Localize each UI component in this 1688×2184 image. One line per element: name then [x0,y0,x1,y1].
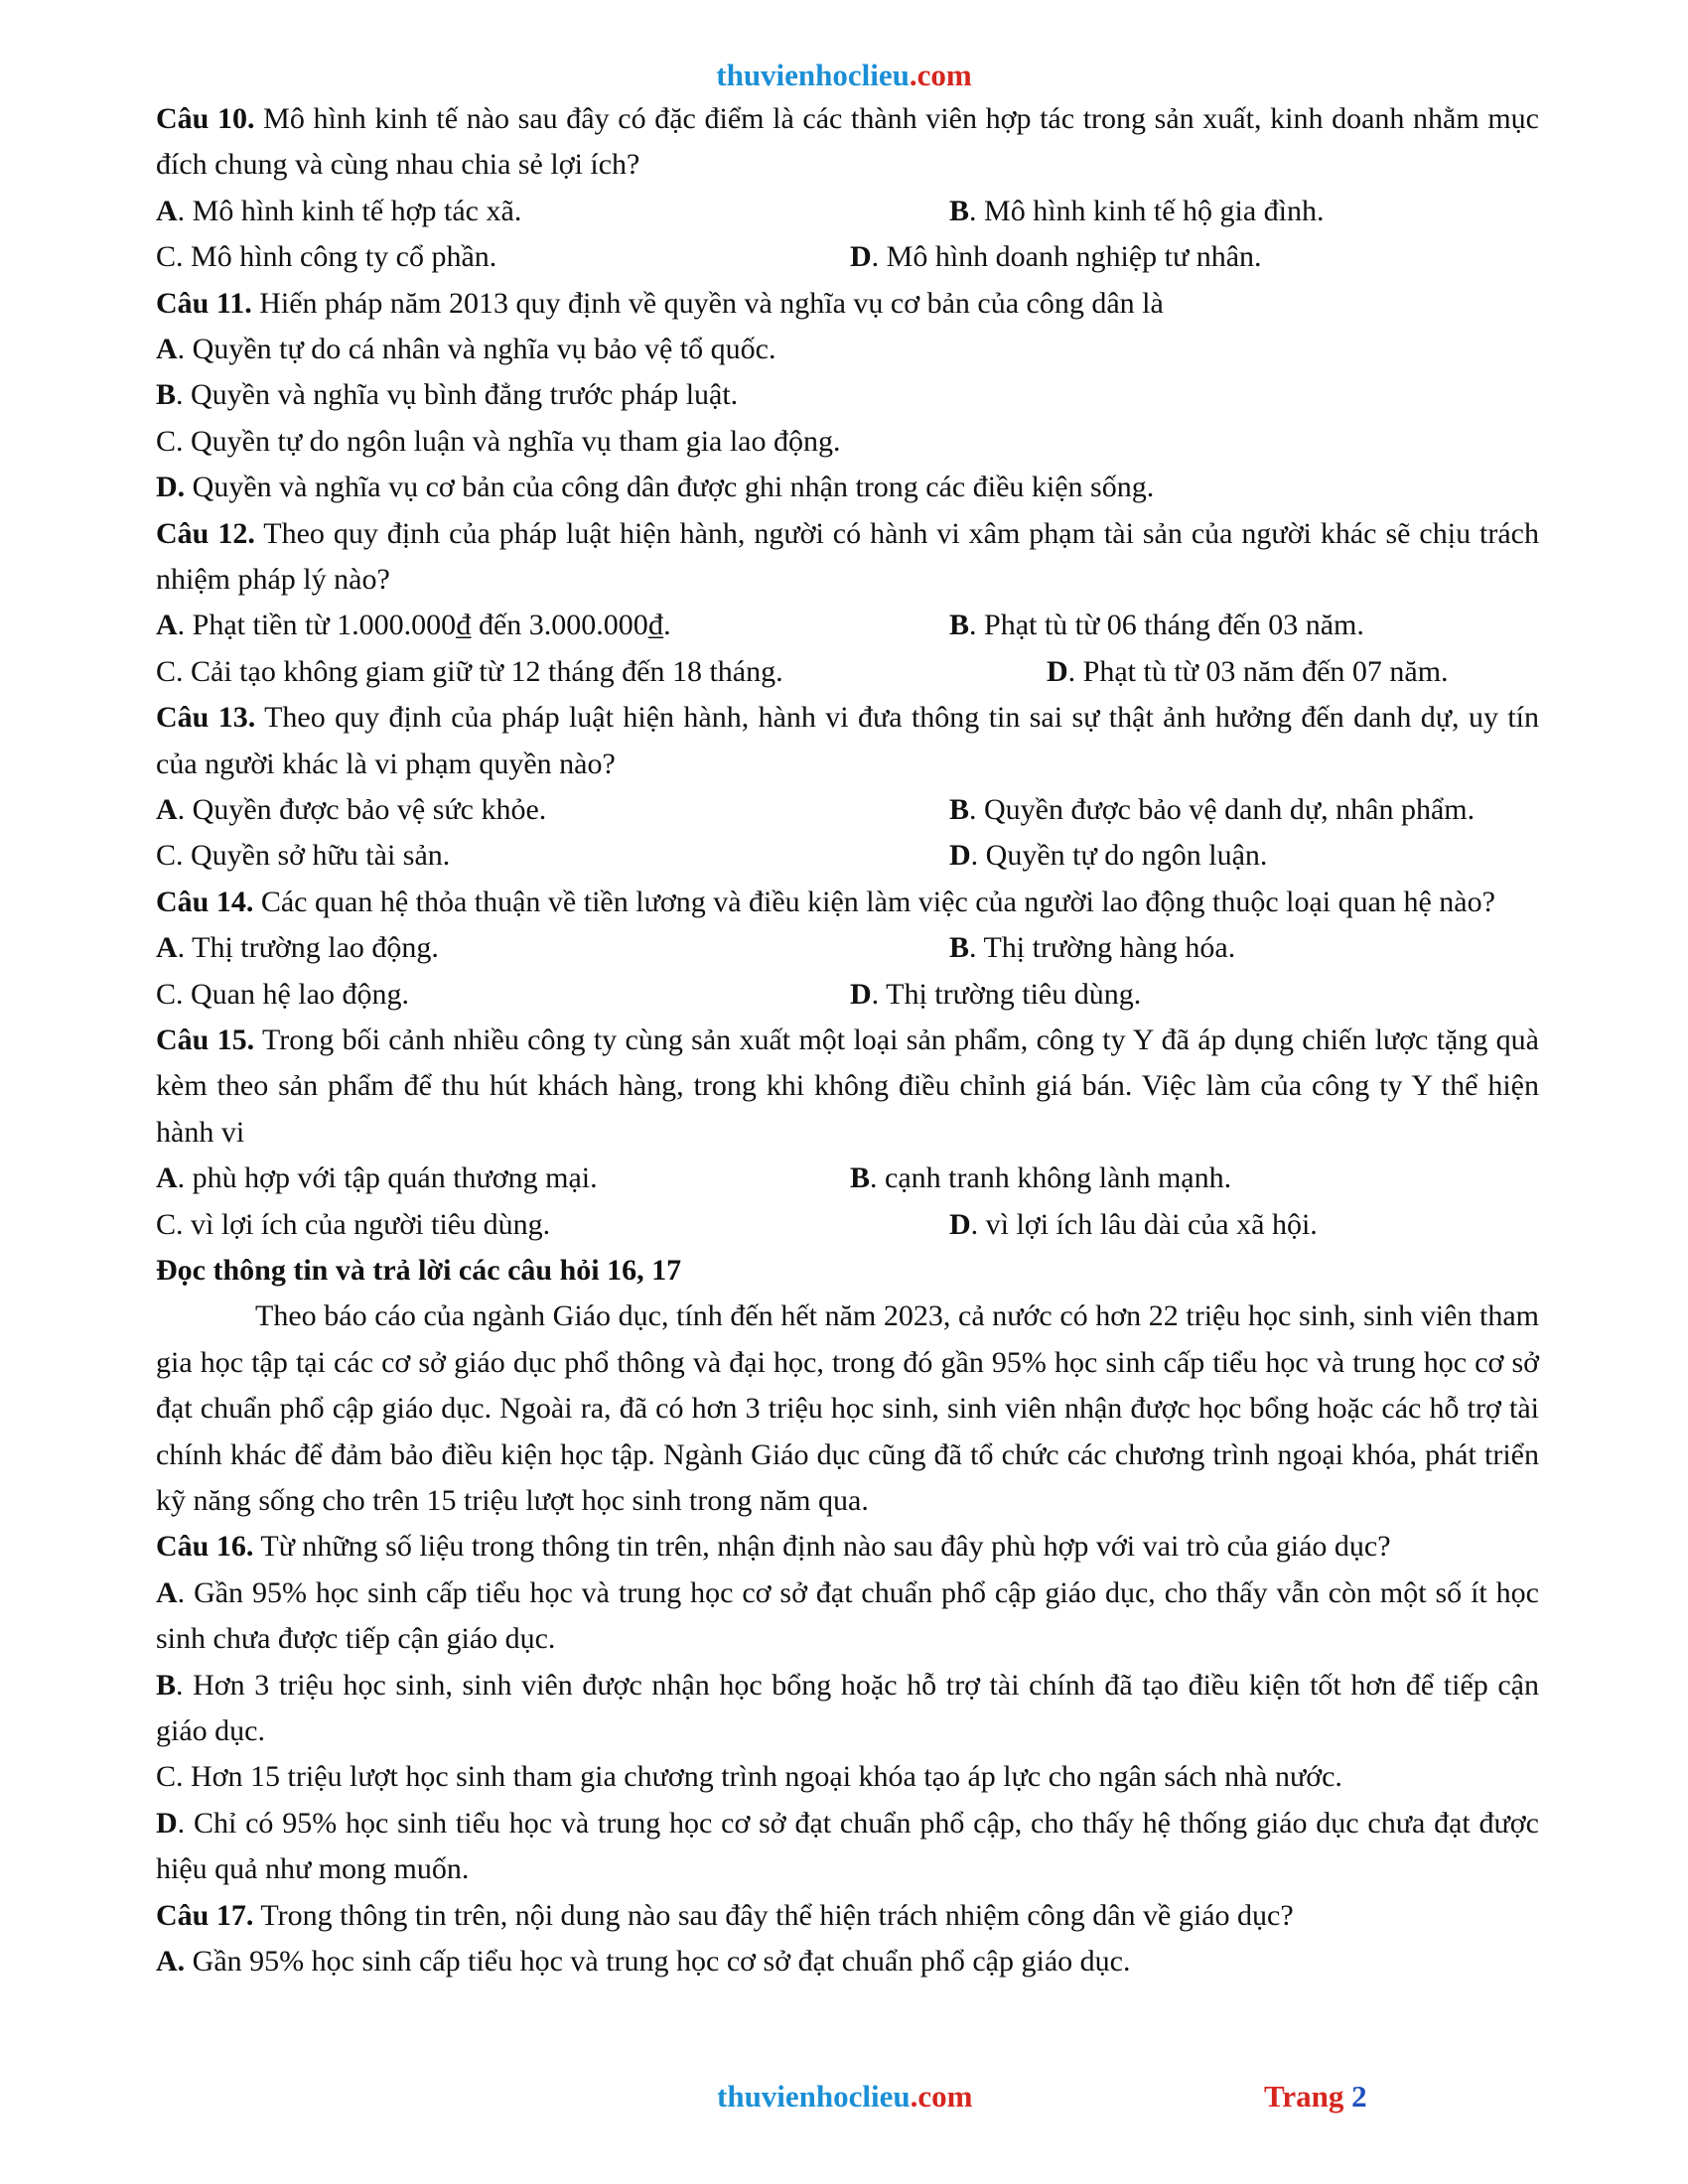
options-row [156,189,1539,234]
option-d [949,833,1267,879]
option-letter: B [949,793,970,827]
option-b [850,1156,1231,1201]
option-letter: A [156,333,178,365]
option-letter: B [850,1161,871,1195]
option-letter: C [156,654,177,688]
option-letter: D [156,1806,178,1840]
option-b [949,925,1235,971]
question-text: Các quan hệ thỏa thuận về tiền lương và điều kiện làm việc của người lao động thuộc loại quan hệ nào? [253,885,1495,918]
option-letter: B [949,194,970,227]
question-16 [156,1524,1539,1570]
reading-heading: Đọc thông tin và trả lời các câu hỏi 16, 17 [156,1254,682,1287]
option-letter: D [850,977,872,1011]
question-label: Câu 14. [156,885,254,918]
option-text: Quyền và nghĩa vụ cơ bản của công dân được ghi nhận trong các điều kiện sống. [185,471,1155,504]
page-number-value: 2 [1351,2079,1367,2114]
question-17 [156,1893,1539,1939]
question-15 [156,1018,1539,1156]
option-b [949,603,1364,648]
option-c [156,972,409,1018]
question-label: Câu 11. [156,286,252,320]
options-row [156,1202,1539,1248]
options-row [156,603,1539,648]
question-14 [156,880,1539,925]
question-text: Hiến pháp năm 2013 quy định về quyền và nghĩa vụ cơ bản của công dân là [251,286,1164,320]
option-letter: B [156,378,177,412]
option-text: . vì lợi ích lâu dài của xã hội. [970,1207,1318,1241]
option-letter: A [156,609,178,642]
option-a [156,925,439,971]
option-a [156,1570,1539,1663]
option-d [850,972,1141,1018]
option-a [156,1939,1539,1984]
options-row [156,234,1539,280]
options-row [156,787,1539,833]
option-letter: A [156,1161,178,1195]
option-c [156,833,450,879]
question-10 [156,96,1539,189]
option-letter: D [949,839,971,873]
option-text: . Quyền tự do ngôn luận. [970,839,1268,873]
option-text: . Phạt tù từ 06 tháng đến 03 năm. [969,609,1364,642]
site-name-part: thuvienhoclieu [716,58,910,92]
question-label: Câu 16. [156,1530,254,1564]
option-b [949,787,1475,833]
option-text: . Mô hình kinh tế hợp tác xã. [177,194,522,227]
option-text: . Quyền được bảo vệ danh dự, nhân phẩm. [969,793,1476,827]
option-text: . cạnh tranh không lành mạnh. [870,1161,1232,1195]
option-letter: C [156,424,177,458]
question-label: Câu 10. [156,102,255,135]
option-letter: B [949,931,970,965]
option-text: . Hơn 15 triệu lượt học sinh tham gia chương trình ngoại khóa tạo áp lực cho ngân sách nhà nước. [176,1760,1342,1794]
option-b [949,189,1325,234]
question-text: Từ những số liệu trong thông tin trên, nhận định nào sau đây phù hợp với vai trò của giáo dục? [253,1530,1391,1564]
question-label: Câu 17. [156,1898,254,1932]
option-letter: A [156,931,178,965]
option-letter: A. [156,1945,186,1979]
option-letter: C [156,240,177,274]
option-c [156,1202,550,1248]
option-text: . Thị trường lao động. [177,931,439,965]
option-text: . Quyền tự do cá nhân và nghĩa vụ bảo vệ tổ quốc. [177,333,776,365]
document-body [156,96,1539,1985]
question-label: Câu 15. [156,1024,255,1056]
option-letter: D [1047,654,1068,688]
option-text: . Phạt tiền từ 1.000.000₫ đến 3.000.000₫. [177,609,671,642]
options-row [156,833,1539,879]
option-text: . Mô hình công ty cổ phần. [176,240,497,274]
option-text: . Phạt tù từ 03 năm đến 07 năm. [1067,654,1449,688]
option-d [156,1801,1539,1893]
option-c [156,234,496,280]
option-text: . Hơn 3 triệu học sinh, sinh viên được nhận học bổng hoặc hỗ trợ tài chính đã tạo điều kiện tốt hơn để tiếp cận giáo dục. [156,1668,1539,1748]
question-label: Câu 13. [156,701,256,735]
option-letter: C [156,839,177,873]
question-text: Trong bối cảnh nhiều công ty cùng sản xuất một loại sản phẩm, công ty Y đã áp dụng chiến lược tặng quà kèm theo sản phẩm để thu hút khách hàng, trong khi không điều chỉnh giá bán. Việc làm của công ty Y thể hiện hành vi [156,1024,1539,1149]
option-a [156,327,1539,372]
option-letter: D [850,240,872,274]
option-d [1047,649,1449,695]
site-domain-part: .com [909,58,972,92]
option-a [156,787,546,833]
option-text: . phù hợp với tập quán thương mại. [177,1161,598,1195]
options-row [156,649,1539,695]
page-label: Trang [1264,2079,1344,2114]
question-label: Câu 12. [156,516,255,550]
option-text: . Quyền được bảo vệ sức khỏe. [177,793,547,827]
option-letter: D [949,1207,971,1241]
question-text: Theo quy định của pháp luật hiện hành, hành vi đưa thông tin sai sự thật ảnh hưởng đến danh dự, uy tín của người khác là vi phạm quyền nào? [156,701,1539,780]
option-b [156,372,1539,418]
option-text: . Chỉ có 95% học sinh tiểu học và trung học cơ sở đạt chuẩn phổ cập, cho thấy hệ thống giáo dục chưa đạt được hiệu quả như mong muốn. [156,1806,1539,1886]
option-text: . Quan hệ lao động. [176,977,409,1011]
site-domain-part: .com [910,2079,973,2114]
option-letter: C [156,1207,177,1241]
option-d [949,1202,1318,1248]
question-text: Mô hình kinh tế nào sau đây có đặc điểm là các thành viên hợp tác trong sản xuất, kinh doanh nhằm mục đích chung và cùng nhau chia sẻ lợi ích? [156,102,1539,182]
question-13 [156,695,1539,787]
footer-site-name[interactable] [717,2079,973,2115]
option-letter: B [949,609,970,642]
question-11 [156,281,1539,327]
option-c [156,1754,1539,1800]
option-c [156,649,783,695]
option-letter: C [156,1760,177,1794]
reading-passage: Theo báo cáo của ngành Giáo dục, tính đến hết năm 2023, cả nước có hơn 22 triệu học sinh, sinh viên tham gia học tập tại các cơ sở giáo dục phổ thông và đại học, trong đó gần 95% học sinh cấp tiểu học và trung học cơ sở đạt chuẩn phổ cập giáo dục. Ngoài ra, đã có hơn 3 triệu học sinh, sinh viên nhận được học bổng hoặc các hỗ trợ tài chính khác để đảm bảo điều kiện học tập. Ngành Giáo dục cũng đã tổ chức các chương trình ngoại khóa, phát triển kỹ năng sống cho trên 15 triệu lượt học sinh trong năm qua. [156,1299,1539,1518]
option-text: . Thị trường tiêu dùng. [871,977,1142,1011]
site-name-part: thuvienhoclieu [717,2079,911,2114]
question-text: Theo quy định của pháp luật hiện hành, người có hành vi xâm phạm tài sản của người khác sẽ chịu trách nhiệm pháp lý nào? [156,516,1539,597]
option-text: . Mô hình doanh nghiệp tư nhân. [871,240,1262,274]
option-d [850,234,1262,280]
options-row [156,925,1539,971]
option-letter: C [156,977,177,1011]
question-12 [156,511,1539,604]
options-row [156,972,1539,1018]
option-text: Gần 95% học sinh cấp tiểu học và trung học cơ sở đạt chuẩn phổ cập giáo dục. [185,1945,1131,1979]
option-a [156,189,521,234]
option-text: . vì lợi ích của người tiêu dùng. [176,1207,551,1241]
option-letter: A [156,194,178,227]
question-text: Trong thông tin trên, nội dung nào sau đây thể hiện trách nhiệm công dân về giáo dục? [253,1898,1294,1932]
option-text: . Cải tạo không giam giữ từ 12 tháng đến 18 tháng. [176,654,783,688]
option-letter: A [156,1575,178,1609]
options-row [156,1156,1539,1201]
option-text: . Gần 95% học sinh cấp tiểu học và trung học cơ sở đạt chuẩn phổ cập giáo dục, cho thấy vẫn còn một số ít học sinh chưa được tiếp cận giáo dục. [156,1575,1539,1656]
option-text: . Thị trường hàng hóa. [969,931,1236,965]
option-b [156,1663,1539,1755]
option-a [156,603,671,648]
option-a [156,1156,598,1201]
header-site-name[interactable] [0,58,1688,93]
option-text: . Quyền sở hữu tài sản. [176,839,451,873]
page-number [1264,2079,1367,2115]
option-c [156,419,1539,465]
option-text: . Quyền và nghĩa vụ bình đẳng trước pháp luật. [176,378,739,412]
option-text: . Quyền tự do ngôn luận và nghĩa vụ tham gia lao động. [176,424,841,458]
option-letter: A [156,793,178,827]
option-d [156,465,1539,510]
option-letter: D. [156,471,186,504]
option-text: . Mô hình kinh tế hộ gia đình. [969,194,1325,227]
option-letter: B [156,1668,177,1702]
